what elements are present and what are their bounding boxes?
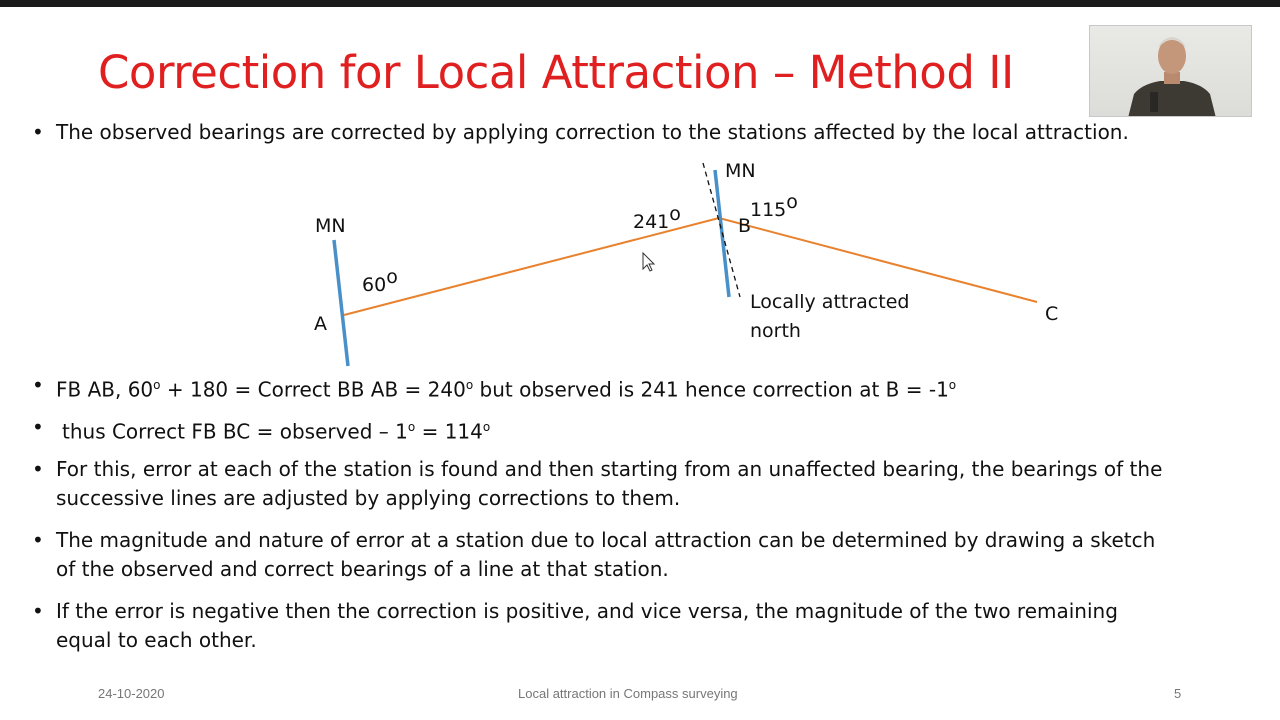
bullet-4-line-2: successive lines are adjusted by applying corrections to them. (56, 486, 681, 510)
bearing-diagram (0, 150, 1280, 380)
angle-241-label: 241o (633, 203, 681, 233)
station-c-label: C (1045, 303, 1059, 325)
presenter-webcam (1089, 25, 1252, 117)
bullet-6-line-1: If the error is negative then the correction is positive, and vice versa, the magnitude of the two remaining (56, 599, 1118, 623)
bullet-2-text: FB AB, $60^o + 180$ = Correct BB AB = $240^o$ but observed is 241 hence correction at $B = -1^o$ (56, 377, 957, 402)
locally-attracted-label-2: north (750, 320, 801, 342)
footer-page-number: 5 (1174, 686, 1182, 701)
line-bc (719, 218, 1037, 302)
presenter-silhouette-icon (1090, 26, 1252, 117)
bullet-1-text: The observed bearings are corrected by applying correction to the stations affected by the local attraction. (56, 120, 1129, 144)
bullet-3-text: thus Correct FB BC = observed – $1^o = 114^o$ (62, 419, 491, 444)
mn-label-a: MN (315, 215, 346, 237)
mn-label-b: MN (725, 160, 756, 182)
slide-title: Correction for Local Attraction – Method II (98, 46, 1014, 99)
bullet-4-line-1: For this, error at each of the station is found and then starting from an unaffected bearing, the bearings of the (56, 457, 1163, 481)
bullet-5-line-2: of the observed and correct bearings of a line at that station. (56, 557, 669, 581)
mouse-cursor-icon (643, 253, 654, 271)
footer-date: 24-10-2020 (98, 686, 165, 701)
locally-attracted-label-1: Locally attracted (750, 291, 910, 313)
angle-60-label: 60o (362, 266, 398, 296)
angle-115-label: 115o (750, 191, 798, 221)
window-top-bar (0, 0, 1280, 7)
meridian-a (334, 240, 348, 366)
bullet-5-line-1: The magnitude and nature of error at a station due to local attraction can be determined by drawing a sketch (56, 528, 1156, 552)
station-b-label: B (738, 215, 752, 237)
bullet-6-line-2: equal to each other. (56, 628, 257, 652)
station-a-label: A (314, 313, 327, 335)
footer-title: Local attraction in Compass surveying (518, 686, 738, 701)
